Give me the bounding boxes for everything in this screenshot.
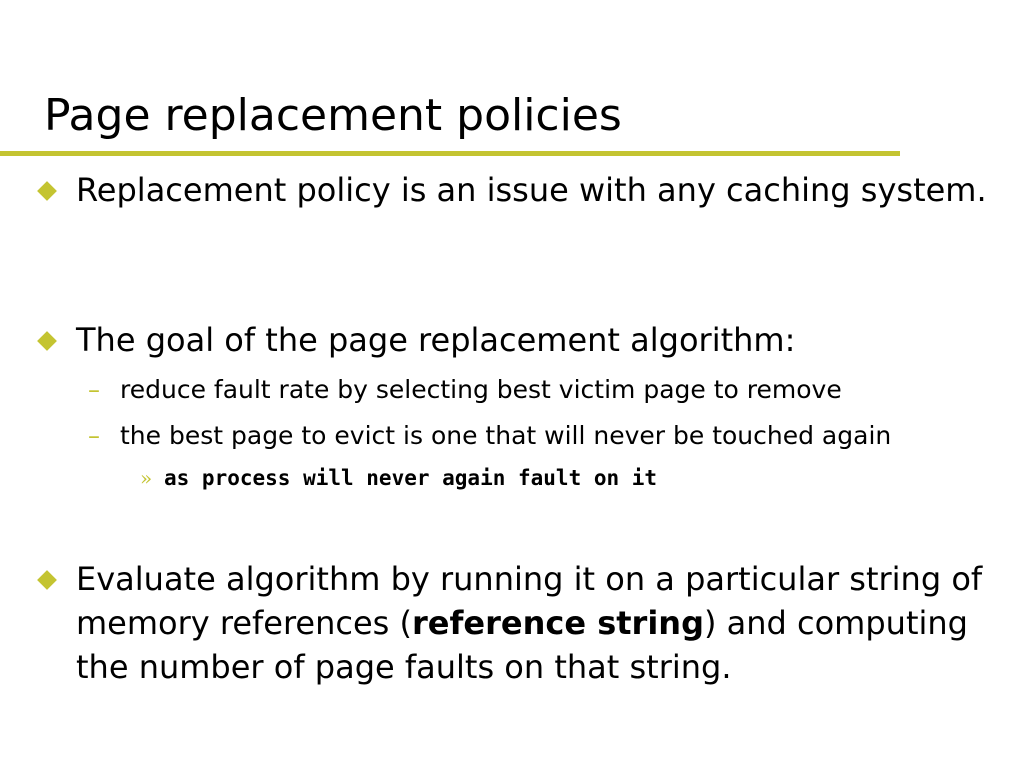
slide-title: Page replacement policies	[44, 90, 622, 141]
bullet-text	[76, 557, 1015, 689]
sub-bullet-text: the best page to evict is one that will never be touched again	[120, 421, 892, 450]
sub-sub-bullet-item	[140, 462, 1000, 494]
bullet-item	[40, 168, 1015, 212]
dash-bullet-icon: –	[88, 422, 100, 450]
sub-bullet-item	[88, 370, 1018, 410]
bullet-text: The goal of the page replacement algorithm:	[76, 321, 796, 359]
bullet-text: Replacement policy is an issue with any caching system.	[76, 171, 987, 209]
title-underline	[0, 151, 900, 156]
bullet-text-part: ) and computing the number of page faults on that string.	[76, 604, 968, 686]
bullet-item	[40, 318, 1015, 362]
diamond-bullet-icon	[37, 181, 57, 201]
chevron-bullet-icon: »	[140, 466, 153, 490]
sub-bullet-text: reduce fault rate by selecting best victim page to remove	[120, 375, 842, 404]
sub-sub-bullet-text: as process will never again fault on it	[164, 466, 658, 490]
bullet-item	[40, 557, 1015, 689]
reference-string-term: reference string	[412, 604, 704, 642]
bullet-text-part: Evaluate algorithm by running it on a particular string of memory references (	[76, 560, 983, 642]
diamond-bullet-icon	[37, 570, 57, 590]
diamond-bullet-icon	[37, 331, 57, 351]
sub-bullet-item	[88, 416, 1018, 456]
dash-bullet-icon: –	[88, 376, 100, 404]
